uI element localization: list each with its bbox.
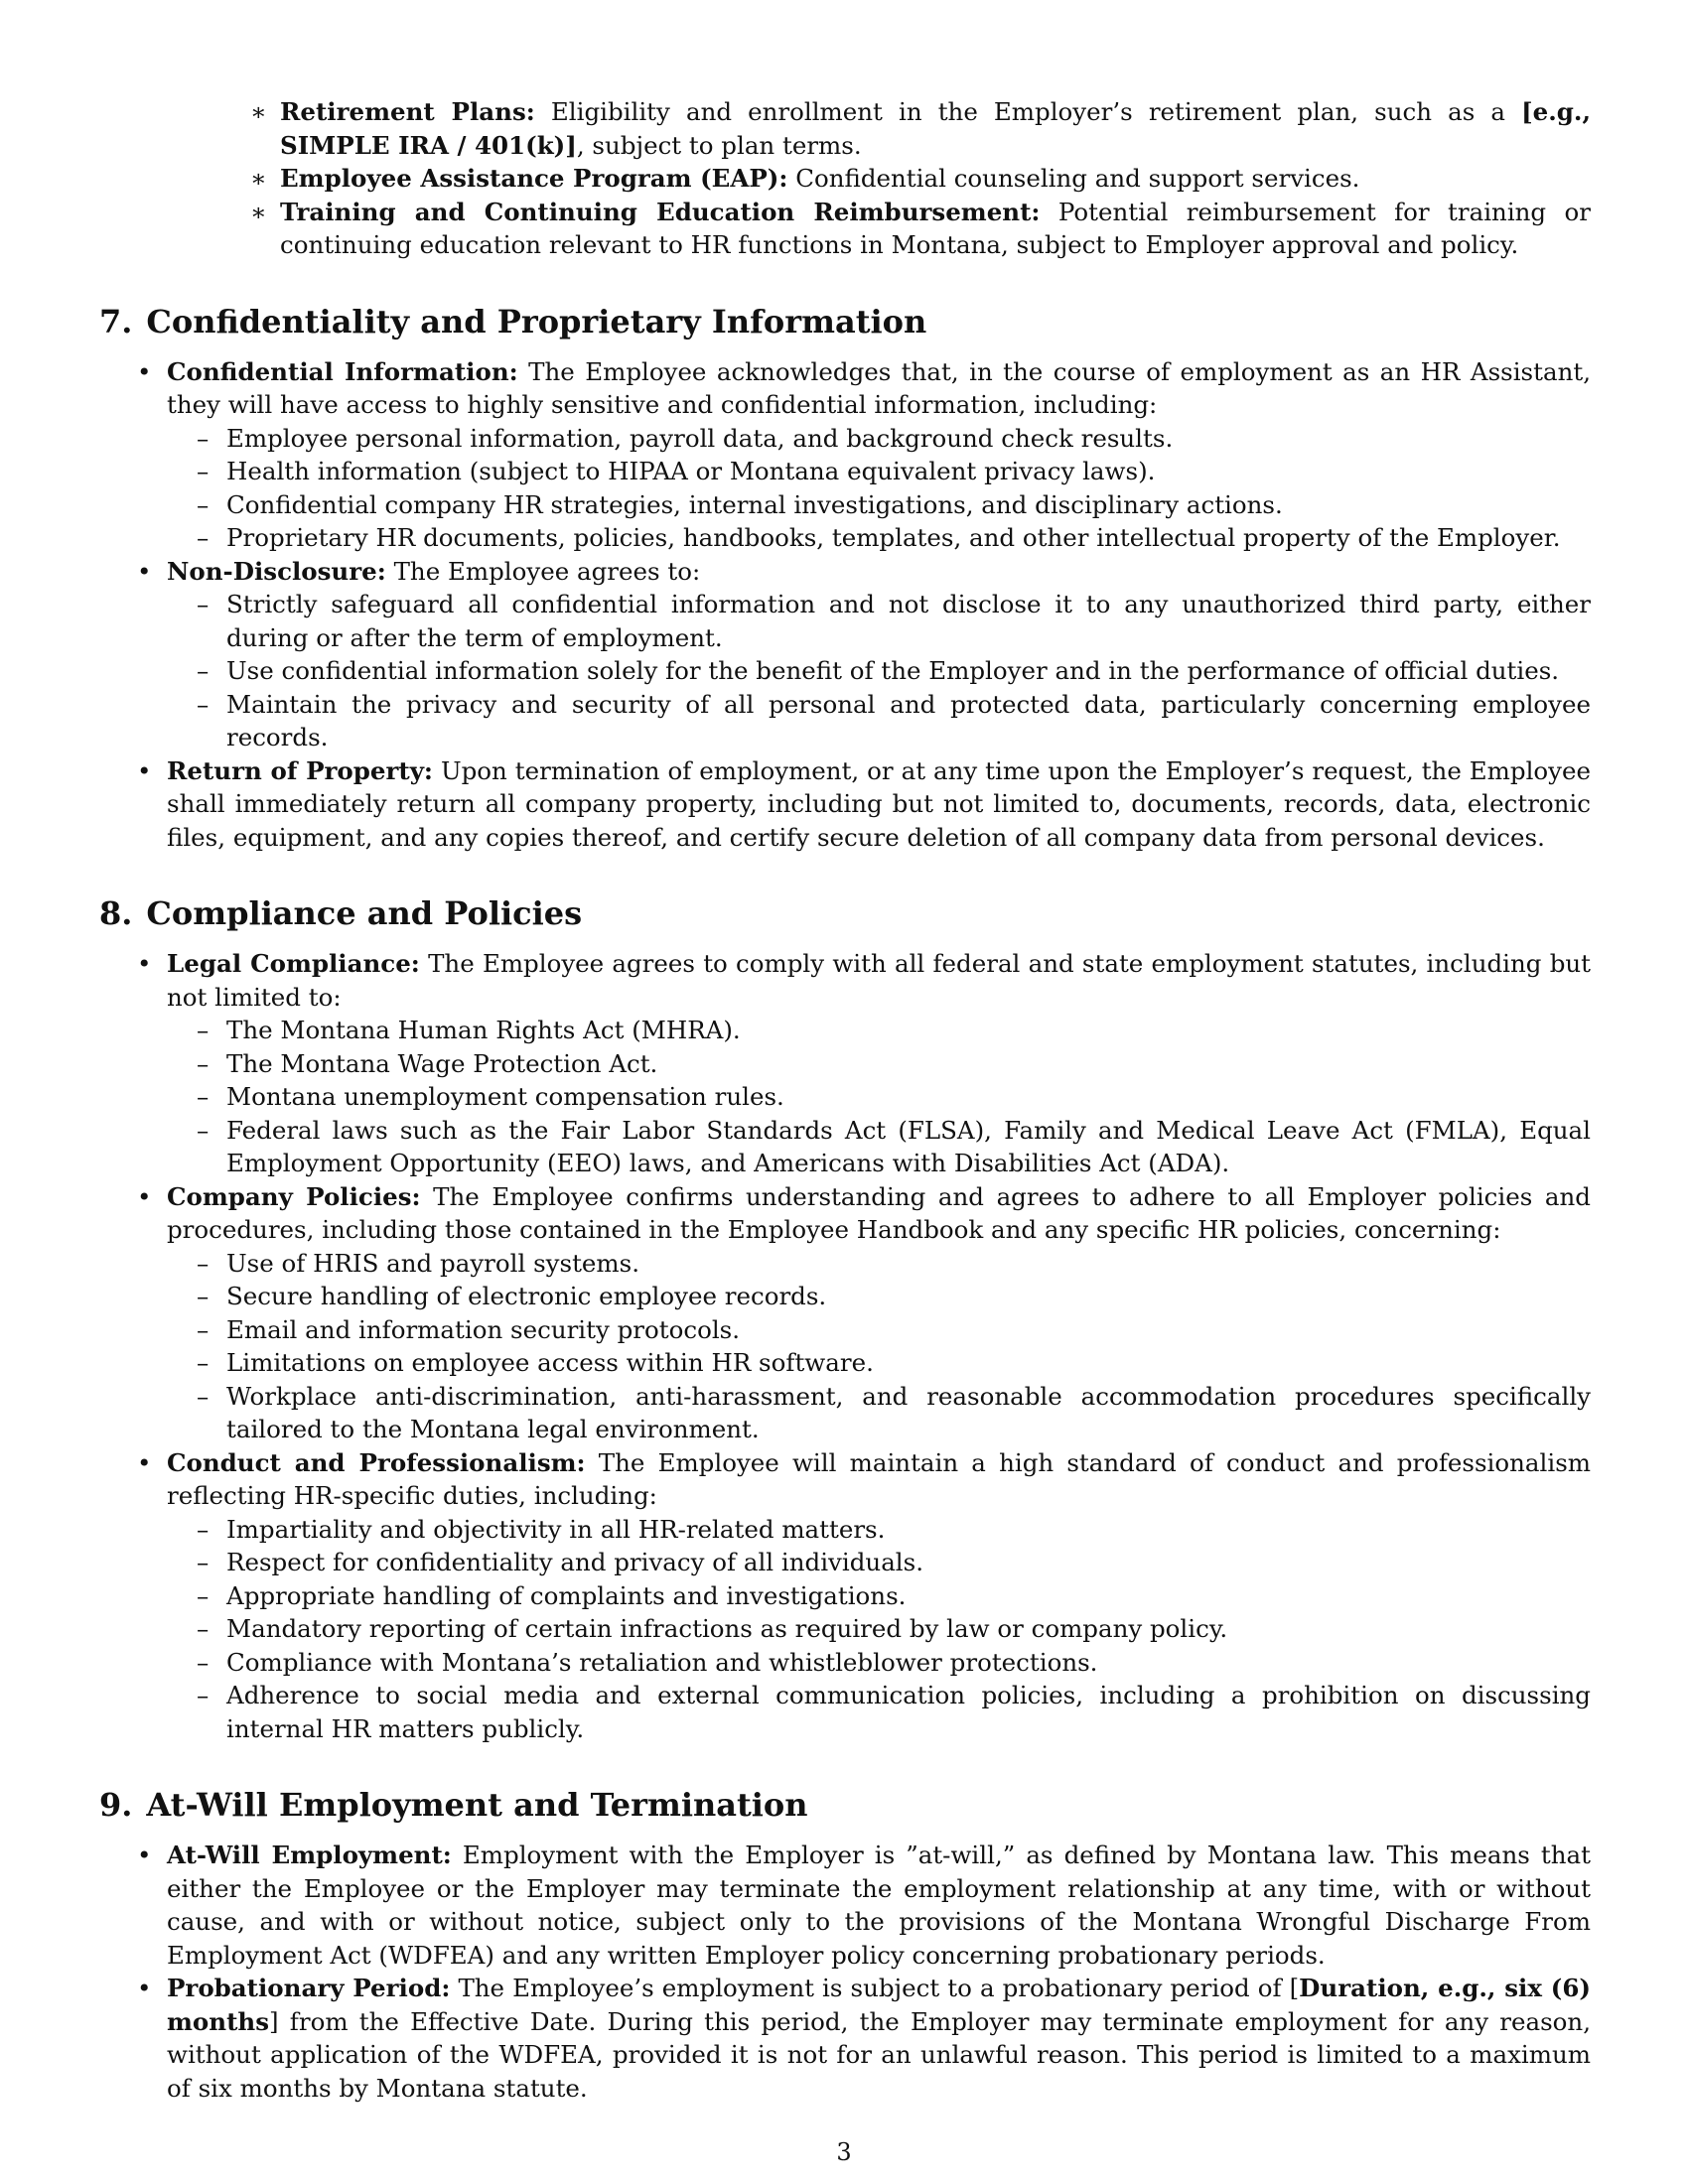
- list-item-legal-compliance: [99, 947, 1591, 1180]
- sub-list-item: – Use confidential information solely for the benefit of the Employer and in the performance of official duties.: [167, 654, 1591, 688]
- term: Non-Disclosure:: [167, 556, 386, 586]
- item-text: ] from the Effective Date. During this period, the Employer may terminate employment for any reason, without application of the WDFEA, provided it is not for an unlawful reason. This period is limited to a maximum of six months by Montana statute.: [167, 2006, 1591, 2103]
- section-title: Compliance and Policies: [146, 894, 583, 932]
- item-text: Potential reimbursement for training or continuing education relevant to HR functions in Montana, subject to Employer approval and policy.: [280, 197, 1591, 259]
- sub-list-item: – Adherence to social media and external communication policies, including a prohibition on discussing internal HR matters publicly.: [167, 1679, 1591, 1745]
- term: Legal Compliance:: [167, 949, 420, 978]
- sub-list-item: – The Montana Wage Protection Act.: [167, 1047, 1591, 1081]
- section-7-list: [99, 355, 1591, 855]
- sub-list-item: – Limitations on employee access within HR software.: [167, 1346, 1591, 1380]
- term: Return of Property:: [167, 755, 433, 785]
- list-item-at-will-employment: [99, 1839, 1591, 1972]
- sub-list-item: – Federal laws such as the Fair Labor Standards Act (FLSA), Family and Medical Leave Act (FMLA), Equal Employment Opportunity (EEO) laws, and Americans with Disabilities Act (ADA).: [167, 1114, 1591, 1180]
- sub-list: [167, 1247, 1591, 1446]
- section-heading-9: [99, 1785, 1591, 1825]
- sub-list: [167, 1014, 1591, 1180]
- list-item-training: [99, 196, 1591, 262]
- document-page: [99, 95, 1591, 2105]
- item-text: The Employee’s employment is subject to a probationary period of [: [450, 1974, 1300, 2002]
- term-training: Training and Continuing Education Reimbursement:: [280, 197, 1041, 226]
- sub-list-item: – Proprietary HR documents, policies, handbooks, templates, and other intellectual property of the Employer.: [167, 521, 1591, 555]
- sub-list-item: – Strictly safeguard all confidential information and not disclose it to any unauthorized third party, either during or after the term of employment.: [167, 588, 1591, 654]
- item-text: , subject to plan terms.: [576, 130, 862, 160]
- item-text: The Employee agrees to comply with all federal and state employment statutes, including but not limited to:: [167, 949, 1592, 1012]
- item-text: Confidential counseling and support services.: [787, 164, 1360, 193]
- item-text: Eligibility and enrollment in the Employer’s retirement plan, such as a: [534, 97, 1522, 126]
- list-item-eap: [99, 162, 1591, 196]
- sub-list-item: – Compliance with Montana’s retaliation and whistleblower protections.: [167, 1646, 1591, 1680]
- section-8-list: [99, 947, 1591, 1745]
- benefits-continued-list: [99, 95, 1591, 262]
- sub-list-item: – Email and information security protocols.: [167, 1313, 1591, 1347]
- section-heading-7: [99, 302, 1591, 341]
- sub-list-item: – Maintain the privacy and security of all personal and protected data, particularly concerning employee records.: [167, 688, 1591, 754]
- sub-list-item: – Respect for confidentiality and privacy of all individuals.: [167, 1546, 1591, 1579]
- section-title: Confidentiality and Proprietary Information: [146, 302, 927, 341]
- item-text: The Employee confirms understanding and agrees to adhere to all Employer policies and procedures, including those contained in the Employee Handbook and any specific HR policies, concerning:: [167, 1181, 1591, 1244]
- section-9-list: [99, 1839, 1591, 2105]
- sub-list-item: – Confidential company HR strategies, internal investigations, and disciplinary actions.: [167, 488, 1591, 522]
- term: Probationary Period:: [167, 1974, 451, 2002]
- list-item-non-disclosure: [99, 555, 1591, 754]
- section-heading-8: [99, 893, 1591, 933]
- list-item-company-policies: [99, 1180, 1591, 1446]
- list-item-conduct-professionalism: [99, 1446, 1591, 1746]
- term-retirement-plans: Retirement Plans:: [280, 97, 535, 126]
- list-item-return-of-property: [99, 754, 1591, 855]
- section-number: 8.: [99, 894, 133, 932]
- item-text: The Employee will maintain a high standard of conduct and professionalism reflecting HR-specific duties, including:: [167, 1447, 1592, 1510]
- list-item-retirement-plans: [99, 95, 1591, 162]
- term: Company Policies:: [167, 1181, 421, 1211]
- sub-list-item: – Workplace anti-discrimination, anti-harassment, and reasonable accommodation procedures specifically tailored to the Montana legal environment.: [167, 1380, 1591, 1446]
- sub-list: [167, 588, 1591, 754]
- term: At-Will Employment:: [167, 1841, 452, 1869]
- section-number: 9.: [99, 1786, 133, 1824]
- item-text: The Employee agrees to:: [385, 556, 701, 586]
- term-eap: Employee Assistance Program (EAP):: [280, 164, 788, 193]
- term: Conduct and Professionalism:: [167, 1447, 586, 1477]
- sub-list-item: – The Montana Human Rights Act (MHRA).: [167, 1014, 1591, 1047]
- sub-list-item: – Impartiality and objectivity in all HR-related matters.: [167, 1513, 1591, 1547]
- placeholder-duration: Duration, e.g., six (6) months: [167, 1974, 1591, 2036]
- placeholder-plan-type: [e.g., SIMPLE IRA / 401(k)]: [280, 97, 1591, 160]
- item-text: The Employee acknowledges that, in the course of employment as an HR Assistant, they will have access to highly sensitive and confidential information, including:: [167, 356, 1591, 419]
- section-number: 7.: [99, 302, 133, 341]
- item-text: Upon termination of employment, or at any time upon the Employer’s request, the Employee shall immediately return all company property, including but not limited to, documents, records, data, electronic files, equipment, and any copies thereof, and certify secure deletion of all company data from personal devices.: [167, 755, 1591, 852]
- list-item-probationary-period: [99, 1972, 1591, 2105]
- page-number: 3: [836, 2138, 852, 2166]
- sub-list-item: – Use of HRIS and payroll systems.: [167, 1247, 1591, 1281]
- list-item-confidential-information: [99, 355, 1591, 555]
- section-title: At-Will Employment and Termination: [146, 1786, 808, 1824]
- sub-list-item: – Montana unemployment compensation rules.: [167, 1080, 1591, 1114]
- sub-list-item: – Appropriate handling of complaints and investigations.: [167, 1579, 1591, 1613]
- sub-list: [167, 1513, 1591, 1746]
- term: Confidential Information:: [167, 356, 518, 386]
- sub-list-item: – Secure handling of electronic employee records.: [167, 1280, 1591, 1313]
- sub-list-item: – Mandatory reporting of certain infractions as required by law or company policy.: [167, 1612, 1591, 1646]
- sub-list-item: – Employee personal information, payroll data, and background check results.: [167, 422, 1591, 456]
- sub-list-item: – Health information (subject to HIPAA or Montana equivalent privacy laws).: [167, 455, 1591, 488]
- sub-list: [167, 422, 1591, 555]
- item-text: Employment with the Employer is ”at-will,” as defined by Montana law. This means that either the Employee or the Employer may terminate the employment relationship at any time, with or without cause, and with or without notice, subject only to the provisions of the Montana Wrongful Discharge From Employment Act (WDFEA) and any written Employer policy concerning probationary periods.: [167, 1841, 1592, 1970]
